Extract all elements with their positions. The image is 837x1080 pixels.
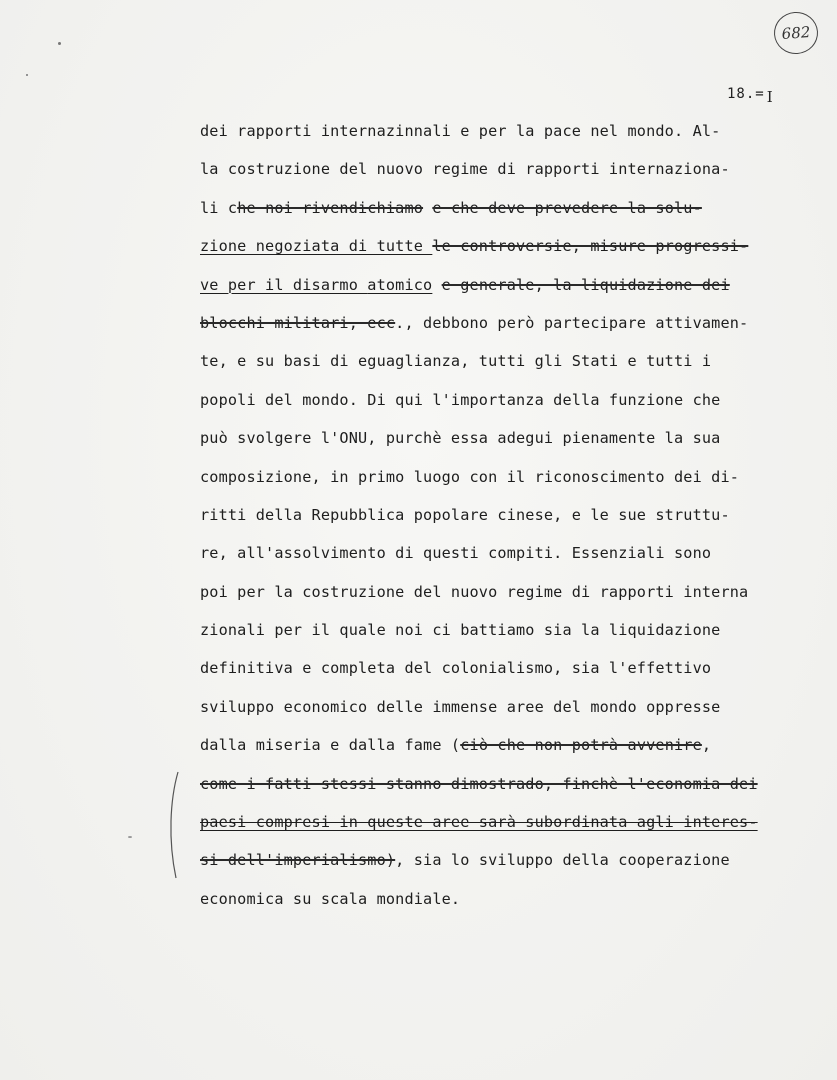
text-segment: zionali per il quale noi ci battiamo sia la liquidazione [200,621,721,640]
struck-text: e generale, la liquidazione dei [441,275,730,294]
text-line [200,617,800,655]
struck-text: paesi compresi in queste aree sarà subordinata agli interes- [200,813,758,832]
text-line [200,732,800,770]
text-line [200,310,800,348]
text-segment [432,276,441,294]
struck-text: ciò che non potrà avvenire [460,736,702,755]
text-line [200,118,800,156]
text-line [200,233,800,271]
underlined-text: ve per il disarmo [200,275,368,294]
text-line [200,771,800,809]
struck-text: he noi rivendichiamo [237,198,424,217]
text-segment: la costruzione del nuovo regime di rapporti internaziona- [200,160,730,179]
paper-speck [58,42,61,45]
struck-text: si dell'imperialismo) [200,851,396,870]
text-line [200,809,800,847]
text-segment: re, all'assolvimento di questi compiti. Essenziali sono [200,544,712,563]
text-line [200,847,800,885]
margin-bracket-mark [164,770,184,880]
text-segment [423,199,432,217]
paper-speck [128,836,132,838]
text-segment: dalla miseria e dalla fame ( [200,736,461,755]
underlined-text: zione negoziata di tutte [200,237,433,256]
text-line [200,348,800,386]
text-line [200,272,800,310]
text-segment: popoli del mondo. Di qui l'importanza della funzione che [200,390,721,409]
body-text [200,118,800,924]
text-segment: economica su scala mondiale. [200,889,461,908]
text-segment: composizione, in primo luogo con il riconoscimento dei di- [200,467,740,486]
text-line [200,195,800,233]
text-segment: sviluppo economico delle immense aree del mondo oppresse [200,697,721,716]
text-segment: può svolgere l'ONU, purchè essa adegui pienamente la sua [200,429,721,448]
text-segment: poi per la costruzione del nuovo regime di rapporti interna [200,582,749,601]
text-segment: definitiva e completa del colonialismo, sia l'effettivo [200,659,712,678]
text-line [200,540,800,578]
text-segment: ritti della Repubblica popolare cinese, e le sue struttu- [200,505,730,524]
text-segment: , [701,736,712,755]
text-segment: te, e su basi di eguaglianza, tutti gli Stati e tutti i [200,352,712,371]
text-line [200,156,800,194]
paper-speck [26,74,28,76]
struck-text: blocchi militari, ecc [200,313,396,332]
text-line [200,886,800,924]
struck-text: come i fatti stessi stanno dimostrado, finchè l'economia dei [200,774,758,793]
text-line [200,464,800,502]
text-line [200,425,800,463]
page-number-value: 18.= [727,86,765,102]
text-segment: dei rapporti internazinnali e per la pace nel mondo. Al- [200,122,721,140]
text-line [200,694,800,732]
page-number [727,84,774,106]
archive-number-stamp: 682 [773,11,820,56]
text-line [200,502,800,540]
struck-text: le controversie, misure progressi- [432,237,749,256]
text-segment: li c [200,198,238,217]
text-line [200,579,800,617]
text-segment: ., debbono però partecipare attivamen- [395,313,749,332]
text-line [200,387,800,425]
text-segment: , sia lo sviluppo della cooperazione [395,851,730,870]
page-number-suffix: I [766,88,774,106]
underlined-text: atomico [367,275,433,294]
struck-text: e che deve prevedere la solu- [432,198,702,217]
text-line [200,655,800,693]
